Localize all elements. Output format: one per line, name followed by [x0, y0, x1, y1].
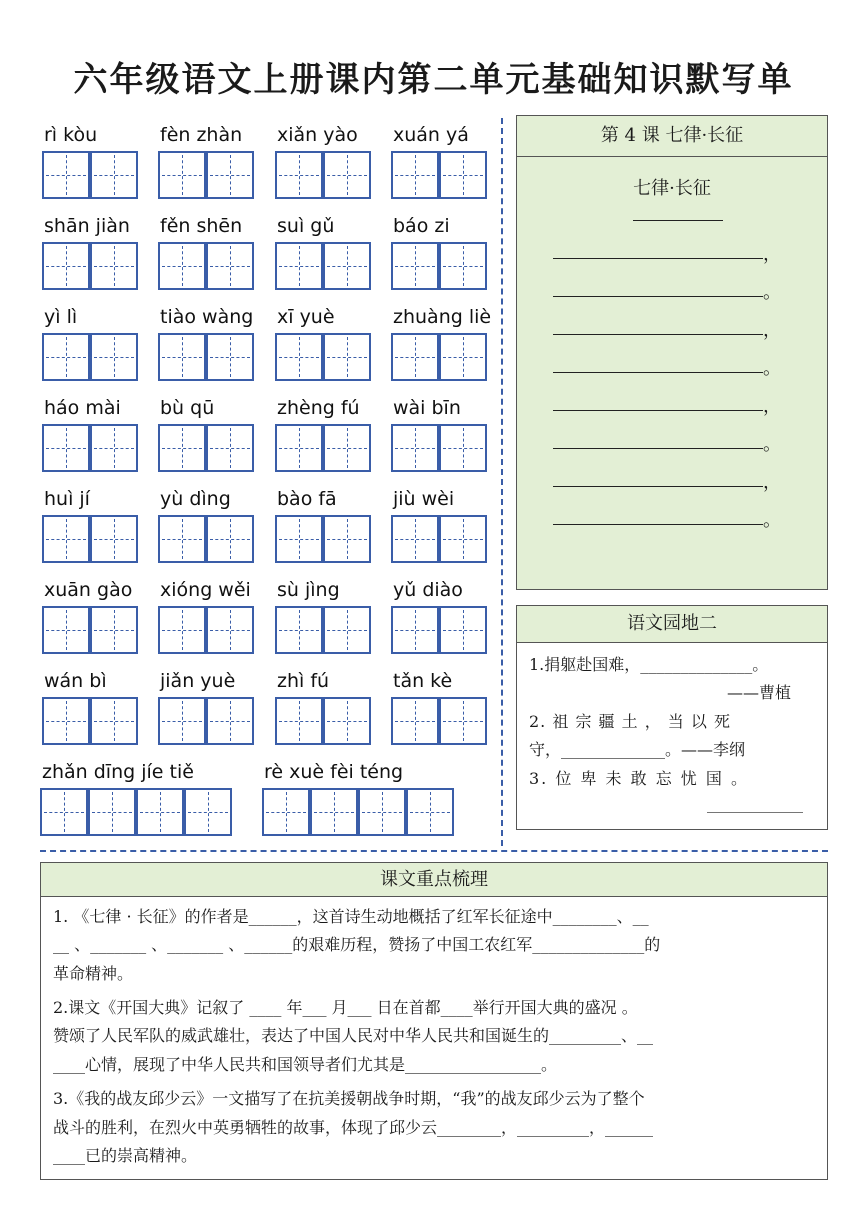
pinyin-label: zhǎn dīng jíe tiě	[42, 761, 194, 783]
review-line: __ 、_______ 、_______ 、______的艰难历程，赞扬了中国工农红军______________的	[53, 935, 661, 954]
writing-cell[interactable]	[262, 788, 310, 836]
page-title: 六年级语文上册课内第二单元基础知识默写单	[73, 60, 794, 100]
writing-cell[interactable]	[158, 242, 206, 290]
writing-cell[interactable]	[206, 515, 254, 563]
writing-cell[interactable]	[40, 788, 88, 836]
pinyin-label: háo mài	[44, 397, 121, 419]
pinyin-label: suì gǔ	[277, 215, 335, 237]
pinyin-label: bào fā	[277, 488, 337, 510]
vertical-divider	[501, 118, 503, 846]
pinyin-label: xuán yá	[393, 124, 469, 146]
writing-cell[interactable]	[323, 333, 371, 381]
writing-cell[interactable]	[206, 242, 254, 290]
garden-item-3-author: ____________	[707, 794, 803, 813]
writing-cell[interactable]	[158, 424, 206, 472]
writing-cell[interactable]	[90, 151, 138, 199]
review-line: 1. 《七律 · 长征》的作者是______，这首诗生动地概括了红军长征途中________、__	[53, 907, 649, 926]
writing-cell[interactable]	[439, 606, 487, 654]
poem-section	[516, 115, 828, 590]
poem-line-blank[interactable]	[553, 524, 763, 525]
writing-cell[interactable]	[439, 515, 487, 563]
pinyin-label: wài bīn	[393, 397, 461, 419]
pinyin-label: yǔ diào	[393, 579, 463, 601]
garden-item-2-cont: 守，_____________。——李纲	[529, 740, 746, 759]
writing-cell[interactable]	[90, 606, 138, 654]
poem-line-punctuation: ，	[763, 472, 781, 493]
pinyin-label: fèn zhàn	[160, 124, 243, 146]
garden-item-2: 2. 祖 宗 疆 土 ， 当 以 死	[529, 712, 731, 731]
pinyin-label: xióng wěi	[160, 579, 251, 601]
pinyin-label: yù dìng	[160, 488, 231, 510]
review-line: 革命精神。	[53, 964, 134, 983]
pinyin-label: tiào wàng	[160, 306, 254, 328]
pinyin-label: sù jìng	[277, 579, 340, 601]
pinyin-label: wán bì	[44, 670, 107, 692]
pinyin-label: rì kòu	[44, 124, 98, 146]
writing-cell[interactable]	[439, 242, 487, 290]
writing-cell[interactable]	[275, 424, 323, 472]
pinyin-label: bù qū	[160, 397, 215, 419]
poem-line-punctuation: ，	[763, 244, 781, 265]
pinyin-label: huì jí	[44, 488, 90, 510]
pinyin-label: fěn shēn	[160, 215, 243, 237]
writing-cell[interactable]	[42, 697, 90, 745]
review-line: 战斗的胜利，在烈火中英勇牺牲的故事，体现了邱少云________，_________，______	[53, 1118, 654, 1137]
writing-cell[interactable]	[439, 333, 487, 381]
poem-line-punctuation: ，	[763, 320, 781, 341]
poem-line-punctuation: 。	[763, 510, 781, 531]
writing-cell[interactable]	[275, 242, 323, 290]
writing-cell[interactable]	[158, 515, 206, 563]
writing-cell[interactable]	[206, 606, 254, 654]
writing-cell[interactable]	[206, 333, 254, 381]
pinyin-label: shān jiàn	[44, 215, 130, 237]
poem-line-blank[interactable]	[553, 372, 763, 373]
pinyin-label: zhèng fú	[277, 397, 360, 419]
writing-cell[interactable]	[323, 515, 371, 563]
author-blank[interactable]	[633, 220, 723, 221]
horizontal-divider	[40, 850, 828, 852]
writing-cell[interactable]	[90, 515, 138, 563]
writing-cell[interactable]	[42, 151, 90, 199]
writing-cell[interactable]	[323, 424, 371, 472]
review-line: 赞颂了人民军队的威武雄壮，表达了中国人民对中华人民共和国诞生的_________、__	[53, 1026, 654, 1045]
writing-cell[interactable]	[391, 151, 439, 199]
pinyin-label: xuān gào	[44, 579, 133, 601]
writing-cell[interactable]	[323, 242, 371, 290]
writing-cell[interactable]	[358, 788, 406, 836]
writing-cell[interactable]	[42, 242, 90, 290]
writing-cell[interactable]	[158, 151, 206, 199]
garden-header: 语文园地二	[517, 606, 827, 643]
writing-cell[interactable]	[391, 242, 439, 290]
writing-cell[interactable]	[42, 424, 90, 472]
pinyin-label: xī yuè	[277, 306, 335, 328]
poem-line-blank[interactable]	[553, 258, 763, 259]
writing-cell[interactable]	[439, 151, 487, 199]
writing-cell[interactable]	[391, 606, 439, 654]
poem-line-blank[interactable]	[553, 448, 763, 449]
writing-cell[interactable]	[275, 515, 323, 563]
poem-line-punctuation: 。	[763, 434, 781, 455]
poem-line-punctuation: 。	[763, 282, 781, 303]
garden-item-1-author: ——曹植	[727, 683, 792, 702]
pinyin-label: jiù wèi	[393, 488, 455, 510]
writing-cell[interactable]	[88, 788, 136, 836]
writing-cell[interactable]	[391, 697, 439, 745]
writing-cell[interactable]	[158, 606, 206, 654]
writing-cell[interactable]	[42, 606, 90, 654]
writing-cell[interactable]	[323, 151, 371, 199]
writing-cell[interactable]	[275, 333, 323, 381]
writing-cell[interactable]	[391, 333, 439, 381]
pinyin-label: zhuàng liè	[393, 306, 492, 328]
pinyin-label: xiǎn yào	[277, 124, 358, 146]
poem-title: 七律·长征	[633, 178, 711, 199]
writing-cell[interactable]	[90, 424, 138, 472]
chinese-garden-section	[516, 605, 828, 830]
writing-cell[interactable]	[323, 697, 371, 745]
writing-cell[interactable]	[158, 697, 206, 745]
writing-cell[interactable]	[206, 697, 254, 745]
pinyin-label: yì lì	[44, 306, 78, 328]
poem-line-blank[interactable]	[553, 334, 763, 335]
writing-cell[interactable]	[42, 515, 90, 563]
review-line: ____已的崇高精神。	[53, 1146, 198, 1165]
poem-line-punctuation: ，	[763, 396, 781, 417]
writing-cell[interactable]	[439, 424, 487, 472]
writing-cell[interactable]	[275, 151, 323, 199]
writing-cell[interactable]	[90, 697, 138, 745]
writing-cell[interactable]	[206, 424, 254, 472]
review-line: 2.课文《开国大典》记叙了 ____ 年___ 月___ 日在首都____举行开国大典的盛况 。	[53, 998, 638, 1017]
writing-cell[interactable]	[184, 788, 232, 836]
pinyin-label: jiǎn yuè	[160, 670, 236, 692]
garden-item-1: 1.捐躯赴国难，______________。	[529, 655, 769, 674]
writing-cell[interactable]	[323, 606, 371, 654]
writing-cell[interactable]	[136, 788, 184, 836]
writing-cell[interactable]	[391, 515, 439, 563]
pinyin-label: báo zi	[393, 215, 450, 237]
poem-line-blank[interactable]	[553, 486, 763, 487]
writing-cell[interactable]	[275, 697, 323, 745]
review-line: 3.《我的战友邱少云》一文描写了在抗美援朝战争时期，“我”的战友邱少云为了整个	[53, 1089, 645, 1108]
writing-cell[interactable]	[275, 606, 323, 654]
writing-cell[interactable]	[42, 333, 90, 381]
review-section	[40, 862, 828, 1180]
writing-cell[interactable]	[406, 788, 454, 836]
writing-cell[interactable]	[90, 242, 138, 290]
writing-cell[interactable]	[90, 333, 138, 381]
poem-header: 第 4 课 七律·长征	[517, 116, 827, 157]
writing-cell[interactable]	[206, 151, 254, 199]
writing-cell[interactable]	[439, 697, 487, 745]
poem-line-blank[interactable]	[553, 410, 763, 411]
pinyin-label: zhì fú	[277, 670, 330, 692]
garden-item-3: 3. 位 卑 未 敢 忘 忧 国 。	[529, 769, 749, 788]
pinyin-label: rè xuè fèi téng	[264, 761, 404, 783]
poem-line-punctuation: 。	[763, 358, 781, 379]
writing-cell[interactable]	[158, 333, 206, 381]
writing-cell[interactable]	[310, 788, 358, 836]
writing-cell[interactable]	[391, 424, 439, 472]
review-line: ____心情，展现了中华人民共和国领导者们尤其是_________________。	[53, 1055, 558, 1074]
review-header: 课文重点梳理	[41, 863, 827, 897]
poem-line-blank[interactable]	[553, 296, 763, 297]
pinyin-label: tǎn kè	[393, 670, 453, 692]
